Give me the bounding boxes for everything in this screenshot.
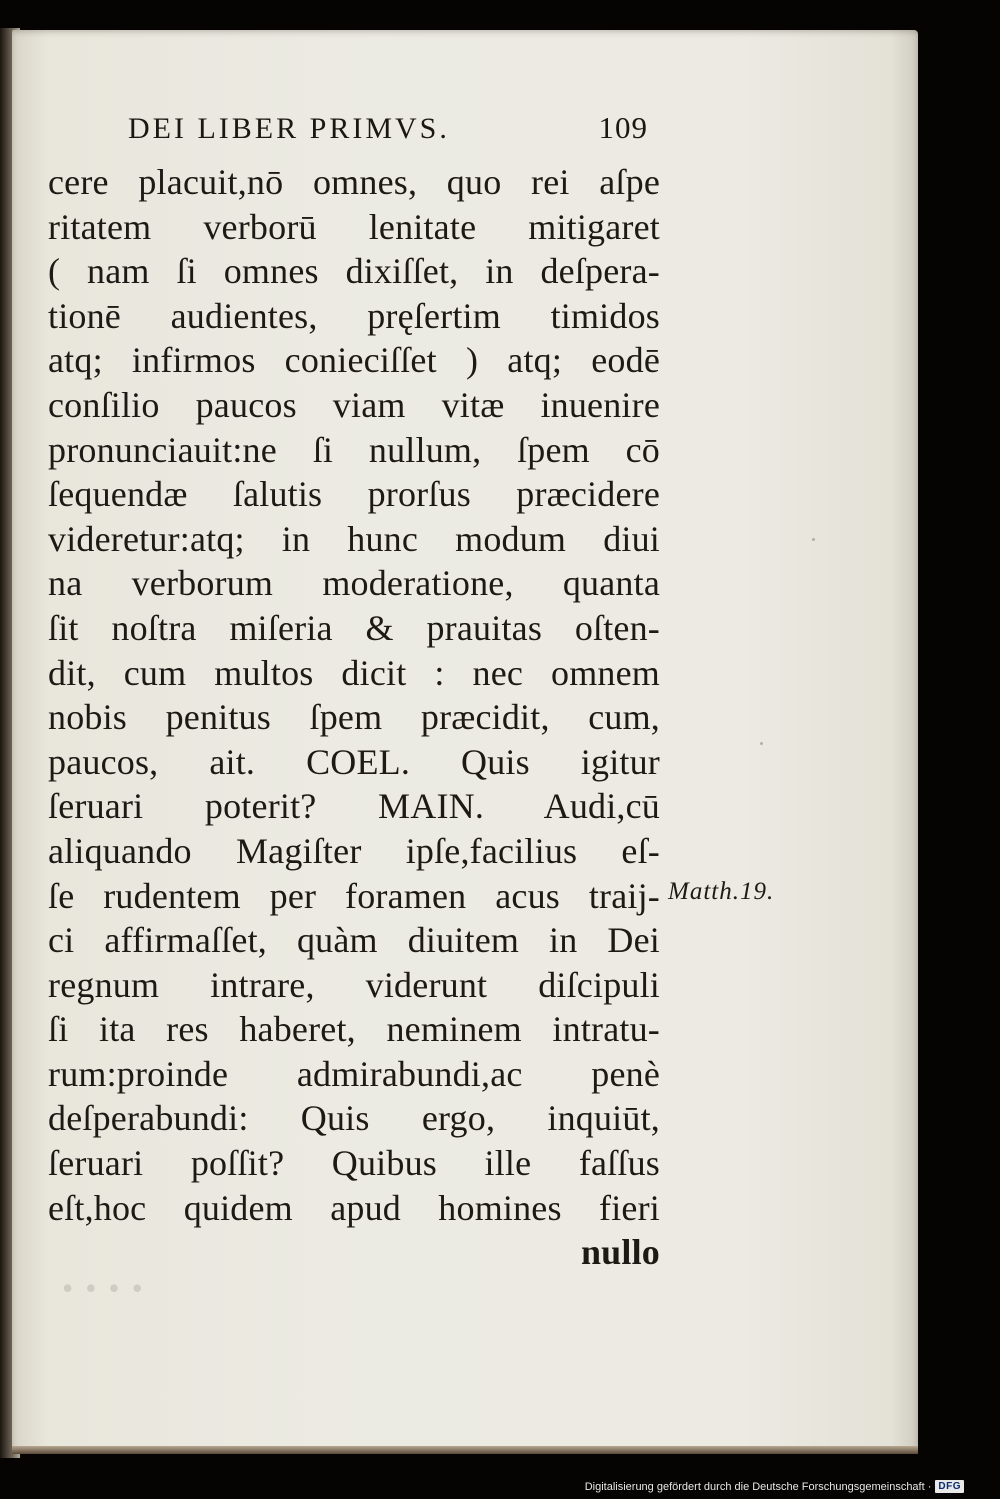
- text-line: ci affirmaſſet, quàm diuitem in Dei: [48, 920, 660, 961]
- text-line: ſeruari poterit? MAIN. Audi,cū: [48, 786, 660, 827]
- text-line: ſeruari poſſit? Quibus ille faſſus: [48, 1143, 660, 1184]
- paper-speck: [760, 742, 763, 745]
- text-line: eſt,hoc quidem apud homines fieri: [48, 1187, 660, 1228]
- text-line: ritatem verborū lenitate mitigaret: [48, 206, 660, 247]
- text-line: dit, cum multos dicit : nec omnem: [48, 652, 660, 693]
- text-line: paucos, ait. COEL. Quis igitur: [48, 741, 660, 782]
- text-line: na verborum moderatione, quanta: [48, 563, 660, 604]
- page-number: 109: [598, 110, 648, 145]
- text-line: ſit noſtra miſeria & prauitas oſten-: [48, 607, 660, 648]
- digitization-credit: [585, 1480, 964, 1493]
- text-line: conſilio paucos viam vitæ inuenire: [48, 384, 660, 425]
- text-line: tionē audientes, pręſertim timidos: [48, 295, 660, 336]
- text-line: rum:proinde admirabundi,ac penè: [48, 1053, 660, 1094]
- text-line: atq; infirmos conieciſſet ) atq; eodē: [48, 340, 660, 381]
- body-text: [48, 160, 660, 1275]
- text-line: ſi ita res haberet, neminem intratu-: [48, 1009, 660, 1050]
- text-line: ſe rudentem per foramen acus traij-: [48, 875, 660, 916]
- text-line: pronunciauit:ne ſi nullum, ſpem cō: [48, 429, 660, 470]
- running-title: DEI LIBER PRIMVS.: [128, 112, 450, 145]
- text-line: ſequendæ ſalutis prorſus præcidere: [48, 474, 660, 515]
- text-line: nobis penitus ſpem præcidit, cum,: [48, 697, 660, 738]
- text-line: regnum intrare, viderunt diſcipuli: [48, 964, 660, 1005]
- credit-text: Digitalisierung gefördert durch die Deutsche Forschungsgemeinschaft ·: [584, 1480, 932, 1493]
- text-line: cere placuit,nō omnes, quo rei aſpe: [48, 162, 660, 202]
- text-line: aliquando Magiſter ipſe,facilius eſ-: [48, 830, 660, 871]
- bleed-through-ink: • • • •: [62, 1270, 145, 1306]
- text-line: videretur:atq; in hunc modum diui: [48, 518, 660, 559]
- marginal-reference: Matth.19.: [668, 878, 775, 905]
- running-head: [128, 110, 648, 146]
- dfg-logo-icon: DFG: [935, 1480, 964, 1493]
- text-line: deſperabundi: Quis ergo, inquiūt,: [48, 1098, 660, 1139]
- page-bottom-edge: [12, 1446, 918, 1454]
- text-line: ( nam ſi omnes dixiſſet, in deſpera-: [48, 251, 660, 292]
- paper-speck: [812, 538, 815, 541]
- catchword: nullo: [580, 1232, 660, 1273]
